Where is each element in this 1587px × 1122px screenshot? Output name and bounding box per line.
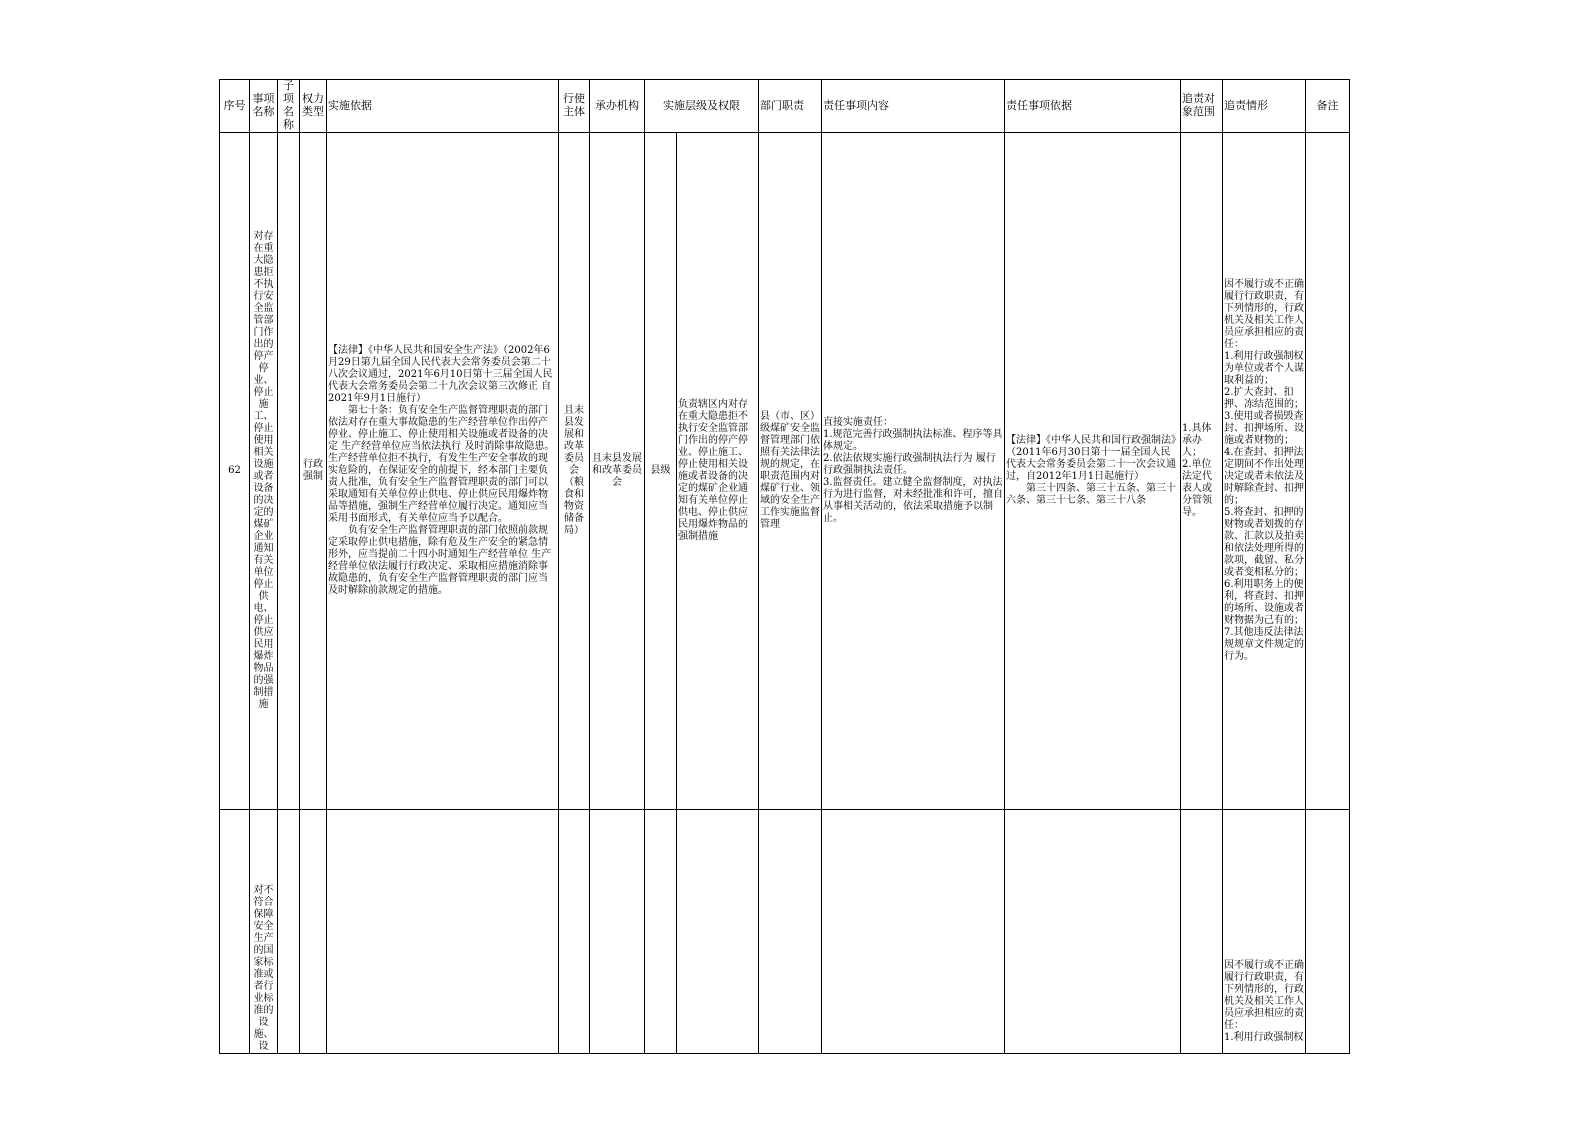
row-account-scope (1181, 810, 1223, 1054)
header-power-type: 权力类型 (300, 80, 327, 133)
row-basis (327, 810, 559, 1054)
row-seq (220, 810, 250, 1054)
row-account-cases (1223, 810, 1306, 1054)
header-subject: 行使主体 (559, 80, 590, 133)
row-undertaker (590, 810, 645, 1054)
row-power-type: 行政强制 (300, 133, 327, 810)
row-resp-basis (1005, 810, 1181, 1054)
header-dept-duty: 部门职责 (759, 80, 822, 133)
table-row (220, 133, 1350, 810)
header-resp-content: 责任事项内容 (822, 80, 1005, 133)
header-account-scope: 追责对象范围 (1181, 80, 1223, 133)
header-account-cases: 追责情形 (1223, 80, 1306, 133)
row-dept-duty: 县（市、区）级煤矿安全监督管理部门依照有关法律法规的规定，在职责范围内对煤矿行业、领域的安全生产工作实施监督管理 (759, 133, 822, 810)
header-seq: 序号 (220, 80, 250, 133)
header-undertaker: 承办机构 (590, 80, 645, 133)
row-level-detail: 负责辖区内对存在重大隐患拒不执行安全监管部门作出的停产停业、停止施工、停止使用相关设施或者设备的决定的煤矿企业通知有关单位停止供电、停止供应民用爆炸物品的强制措施 (677, 133, 759, 810)
header-sub-item: 子项名称 (278, 80, 300, 133)
header-basis: 实施依据 (327, 80, 559, 133)
row-resp-content: 直接实施责任： 1.规范完善行政强制执法标准、程序等具体规定。 2.依法依规实施行政强制执法行为 履行行政强制执法责任。 3.监督责任。建立健全监督制度，对执法行为进行监督，对未经批准和许可，擅自从事相关活动的，依法采取措施予以制止。 (822, 133, 1005, 810)
power-list-table (219, 79, 1350, 1054)
row-item-name: 对存在重大隐患拒不执行安全监管部门作出的停产停业、停止施工、停止使用相关设施或者设备的决定的煤矿企业通知有关单位停止供电、停止供应民用爆炸物品的强制措施 (250, 133, 278, 810)
row-level (645, 810, 677, 1054)
row-sub-item (278, 810, 300, 1054)
row-level-detail (677, 810, 759, 1054)
table-row (220, 810, 1350, 1054)
row-subject: 且末县发展和改革委员会（粮食和物资储备局） (559, 133, 590, 810)
row-resp-basis: 【法律】《中华人民共和国行政强制法》（2011年6月30日第十一届全国人民代表大会常务委员会第二十一次会议通过，自2012年1月1日起施行） 第三十四条、第三十五条、第三十六条、第三十七条、第三十八条 (1005, 133, 1181, 810)
row-dept-duty (759, 810, 822, 1054)
row-account-cases-text: 因不履行或不正确履行行政职责，有下列情形的，行政机关及相关工作人员应承担相应的责任： 1.利用行政强制权 (1224, 960, 1304, 1043)
row-account-cases: 因不履行或不正确履行行政职责，有下列情形的，行政机关及相关工作人员应承担相应的责任： 1.利用行政强制权为单位或者个人谋取利益的； 2.扩大查封、扣押、冻结范围的； 3.使用或者损毁查封、扣押场所、设施或者财物的； 4.在查封、扣押法定期间不作出处理决定或者未依法及时解除查封、扣押的； 5.将查封、扣押的财物或者划拨的存款、汇款以及拍卖和依法处理所得的款项，截留、私分或者变相私分的； 6.利用职务上的便利，将查封、扣押的场所、设施或者财物据为己有的； 7.其他违反法律法规规章文件规定的行为。 (1223, 133, 1306, 810)
responsibility-list-sheet (219, 79, 1349, 1052)
row-basis: 【法律】《中华人民共和国安全生产法》（2002年6月29日第九届全国人民代表大会常务委员会第二十八次会议通过，2021年6月10日第十三届全国人民代表大会常务委员会第二十九次会议第三次修正 自2021年9月1日施行） 第七十条：负有安全生产监督管理职责的部门依法对存在重大事故隐患的生产经营单位作出停产停业、停止施工、停止使用相关设施或者设备的决定 生产经营单位应当依法执行 及时消除事故隐患。生产经营单位拒不执行，有发生生产安全事故的现实危险的，在保证安全的前提下，经本部门主要负责人批准，负有安全生产监督管理职责的部门可以采取通知有关单位停止供电、停止供应民用爆炸物品等措施，强制生产经营单位履行决定。通知应当采用书面形式，有关单位应当予以配合。 负有安全生产监督管理职责的部门依照前款规定采取停止供电措施，除有危及生产安全的紧急情形外，应当提前二十四小时通知生产经营单位 生产经营单位依法履行行政决定、采取相应措施消除事故隐患的，负有安全生产监督管理职责的部门应当及时解除前款规定的措施。 (327, 133, 559, 810)
row-power-type (300, 810, 327, 1054)
row-item-name-text: 对不符合保障安全生产的国家标准或者行业标准的设施、设 (253, 885, 274, 1052)
row-level: 县级 (645, 133, 677, 810)
row-resp-content (822, 810, 1005, 1054)
header-remark: 备注 (1306, 80, 1350, 133)
row-item-name (250, 810, 278, 1054)
row-remark (1306, 133, 1350, 810)
header-level: 实施层级及权限 (645, 80, 759, 133)
row-seq: 62 (220, 133, 250, 810)
header-item-name: 事项名称 (250, 80, 278, 133)
header-resp-basis: 责任事项依据 (1005, 80, 1181, 133)
row-remark (1306, 810, 1350, 1054)
header-row (220, 80, 1350, 133)
row-undertaker: 且末县发展和改革委员会 (590, 133, 645, 810)
row-account-scope: 1.具体承办人； 2.单位法定代表人或分管领导。 (1181, 133, 1223, 810)
row-sub-item (278, 133, 300, 810)
row-subject (559, 810, 590, 1054)
